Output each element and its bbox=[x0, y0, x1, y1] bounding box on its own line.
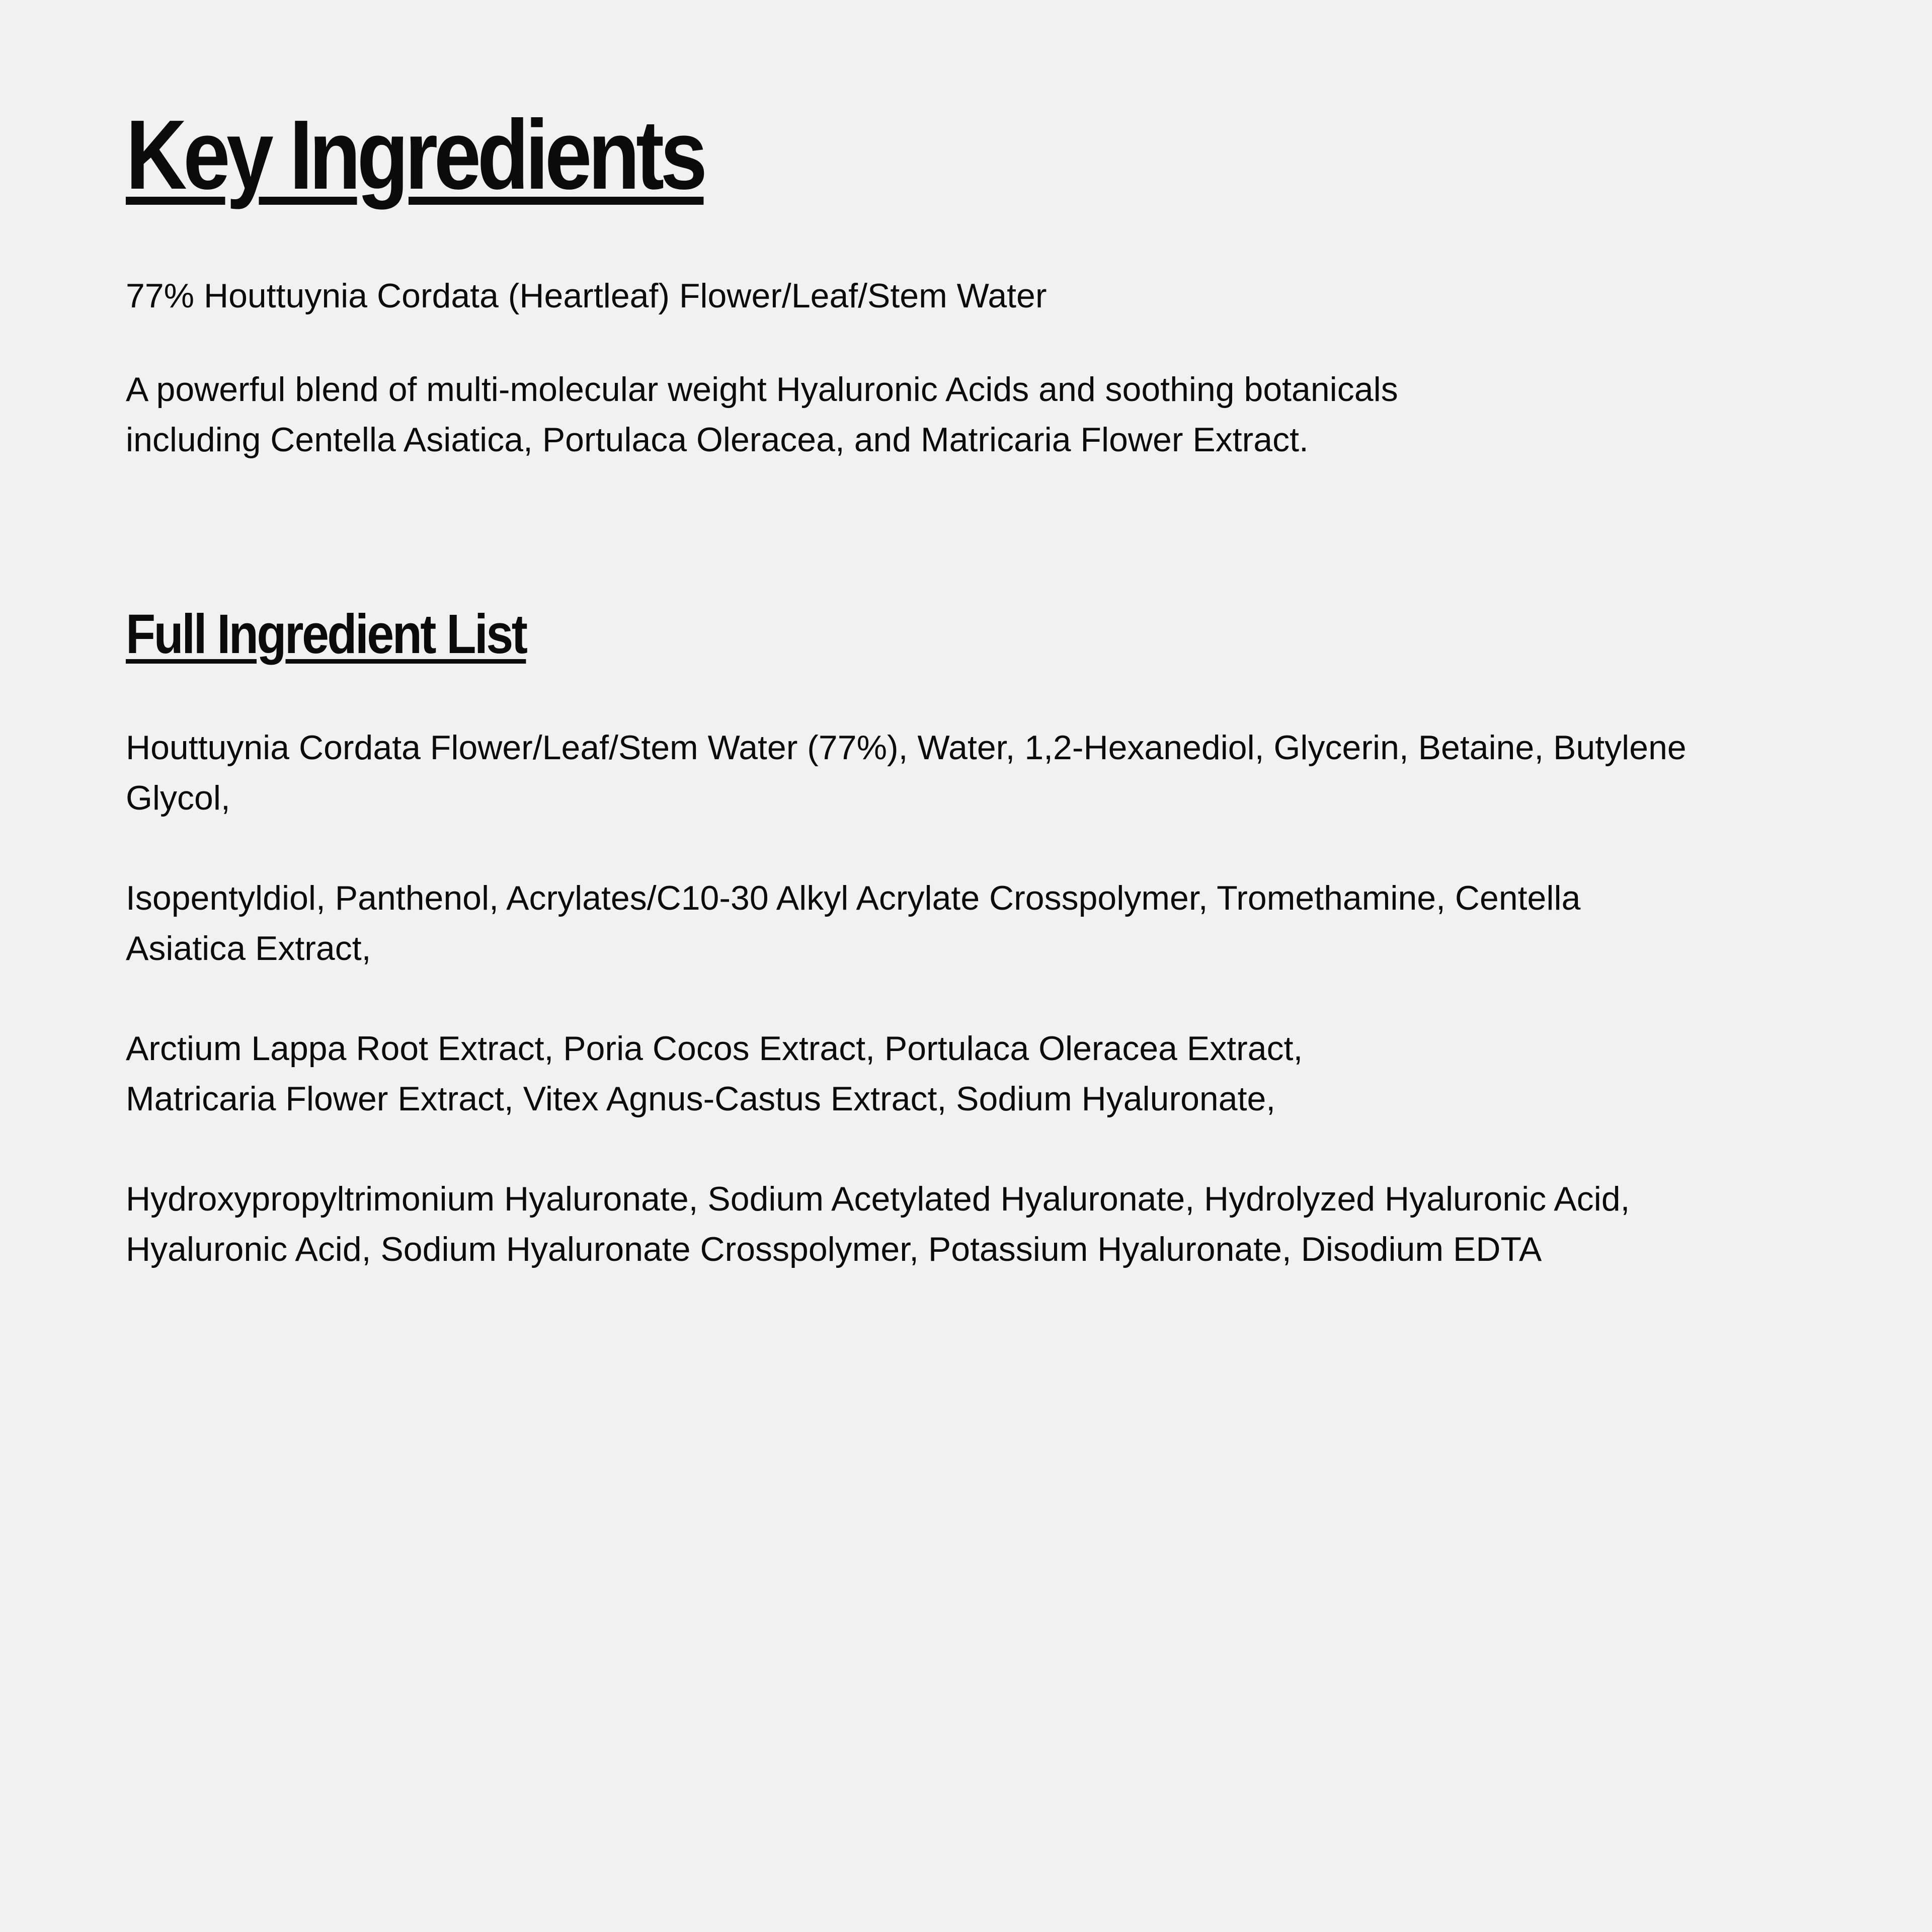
text-line: Houttuynia Cordata Flower/Leaf/Stem Water (77%), Water, 1,2-Hexanediol, Glycerin, Betaine, Butylene bbox=[126, 729, 1686, 767]
key-ingredients-description bbox=[126, 364, 1398, 465]
text-line: Isopentyldiol, Panthenol, Acrylates/C10-30 Alkyl Acrylate Crosspolymer, Tromethamine, Centella bbox=[126, 879, 1581, 917]
ingredient-paragraph bbox=[126, 873, 1580, 974]
text-line: Hydroxypropyltrimonium Hyaluronate, Sodium Acetylated Hyaluronate, Hydrolyzed Hyaluronic Acid, bbox=[126, 1180, 1630, 1218]
text-line: Matricaria Flower Extract, Vitex Agnus-Castus Extract, Sodium Hyaluronate, bbox=[126, 1080, 1276, 1118]
text-line: 77% Houttuynia Cordata (Heartleaf) Flower/Leaf/Stem Water bbox=[126, 277, 1047, 315]
full-ingredient-list-heading: Full Ingredient List bbox=[126, 603, 526, 665]
text-line: Asiatica Extract, bbox=[126, 929, 371, 968]
text-line: Hyaluronic Acid, Sodium Hyaluronate Crosspolymer, Potassium Hyaluronate, Disodium EDTA bbox=[126, 1230, 1542, 1268]
key-ingredients-heading: Key Ingredients bbox=[126, 100, 704, 210]
text-line: A powerful blend of multi-molecular weight Hyaluronic Acids and soothing botanicals bbox=[126, 370, 1398, 409]
ingredient-paragraph bbox=[126, 1174, 1630, 1274]
text-line: Glycol, bbox=[126, 779, 230, 817]
ingredient-paragraph bbox=[126, 1023, 1303, 1124]
key-ingredient-highlight bbox=[126, 271, 1047, 321]
text-line: Arctium Lappa Root Extract, Poria Cocos Extract, Portulaca Oleracea Extract, bbox=[126, 1029, 1303, 1068]
text-line: including Centella Asiatica, Portulaca Oleracea, and Matricaria Flower Extract. bbox=[126, 421, 1309, 459]
ingredient-paragraph bbox=[126, 722, 1686, 823]
